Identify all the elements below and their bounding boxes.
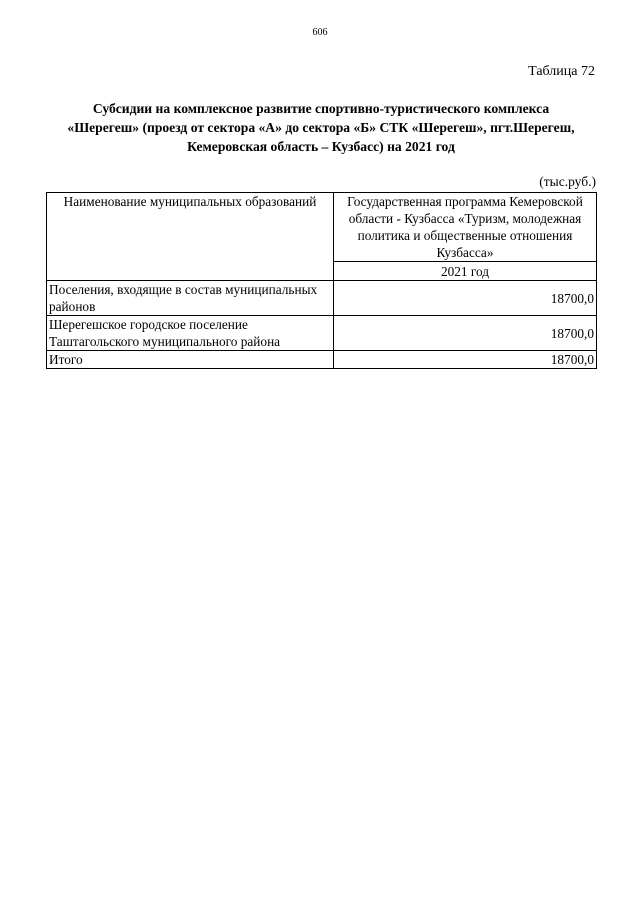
header-name-column: Наименование муниципальных образований [47,193,334,281]
title-line-3: Кемеровская область – Кузбасс) на 2021 год [187,139,455,154]
row-value-sheregesh: 18700,0 [334,316,597,351]
units-label: (тыс.руб.) [539,174,596,189]
row-name-sheregesh: Шерегешское городское поселение Таштагольского муниципального района [47,316,334,351]
table-row [47,316,597,351]
title-line-2: «Шерегеш» (проезд от сектора «А» до сектора «Б» СТК «Шерегеш», пгт.Шерегеш, [67,120,575,135]
row-value-settlements: 18700,0 [334,281,597,316]
table-label: Таблица 72 [528,64,595,79]
title-line-1: Субсидии на комплексное развитие спортивно-туристического комплекса [92,101,550,116]
document-title [46,99,596,156]
row-name-total: Итого [47,351,334,369]
table-row-total [47,351,597,369]
page-number: 606 [312,27,328,38]
row-value-total: 18700,0 [334,351,597,369]
header-year-column: 2021 год [334,262,597,281]
table-row [47,281,597,316]
subsidy-table [46,192,597,369]
row-name-settlements: Поселения, входящие в состав муниципальных районов [47,281,334,316]
header-program-column: Государственная программа Кемеровской области - Кузбасса «Туризм, молодежная политика и общественные отношения Кузбасса» [334,193,597,262]
table-header-row [47,193,597,262]
